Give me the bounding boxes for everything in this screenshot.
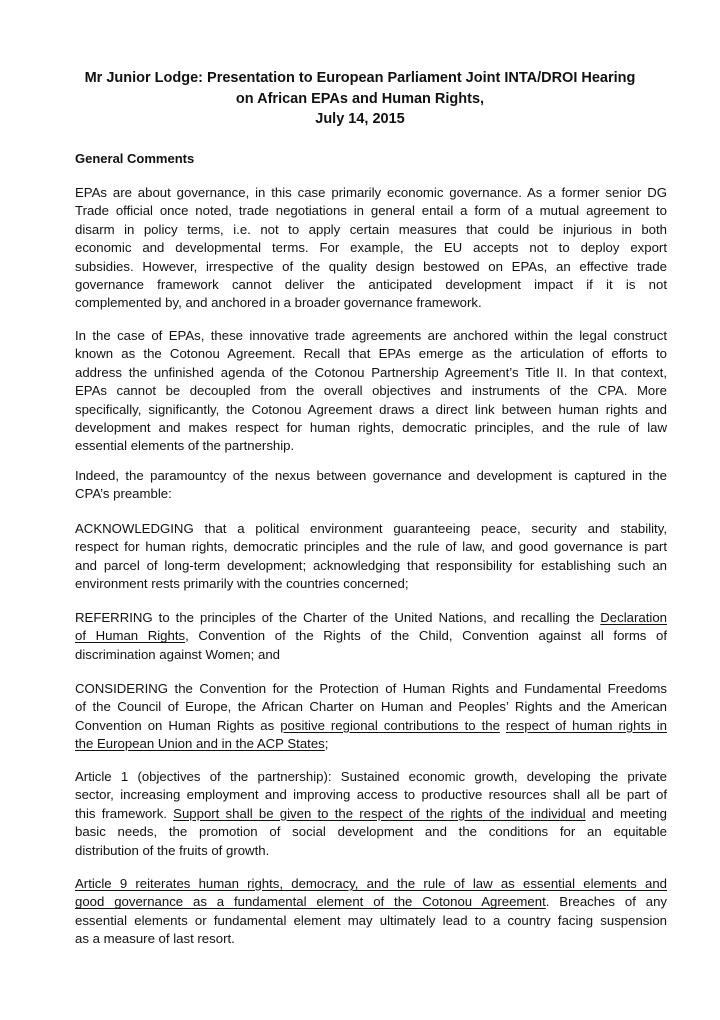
text-line: essential elements of the partnership.	[75, 438, 295, 454]
underlined-text: Support shall be given to the respect of the rights of the individual	[173, 805, 586, 821]
text-line	[75, 875, 667, 893]
text-line: complemented by, and anchored in a broader governance framework.	[75, 295, 482, 311]
text-line: essential elements or fundamental element may ultimately lead to a country facing suspension	[75, 912, 667, 928]
underlined-text: Article 9 reiterates human rights, democracy, and the rule of law as essential elements and	[75, 876, 667, 891]
title-line: Mr Junior Lodge: Presentation to European Parliament Joint INTA/DROI Hearing	[84, 70, 636, 86]
title-line: on African EPAs and Human Rights,	[235, 90, 485, 107]
underlined-text: the European Union and in the ACP States	[75, 736, 325, 752]
text-line: REFERRING to the principles of the Charter of the United Nations, and recalling the Declaration	[75, 610, 667, 625]
text-line: and parcel of long-term development; acknowledging that responsibility for establishing such an	[75, 557, 667, 573]
text-line: governance framework cannot deliver the anticipated development impact if it is not	[75, 276, 667, 292]
underlined-text: positive regional contributions to the	[280, 717, 500, 733]
text-line: good governance as a fundamental element of the Cotonou Agreement. Breaches of any	[75, 894, 667, 910]
paragraph-article-1	[75, 768, 667, 860]
text-line: distribution of the fruits of growth.	[75, 842, 270, 858]
text-line: CONSIDERING the Convention for the Protection of Human Rights and Fundamental Freedoms	[75, 681, 667, 696]
section-heading: General Comments	[75, 151, 195, 166]
text-line: EPAs cannot be decoupled from the overall objectives and instruments of the CPA. More	[75, 383, 667, 399]
text-line: specifically, significantly, the Cotonou Agreement draws a direct link between human rights and	[75, 401, 667, 417]
paragraph-acknowledging	[75, 520, 667, 594]
text-line: EPAs are about governance, in this case primarily economic governance. As a former senior DG	[75, 185, 667, 200]
text-line: this framework. Support shall be given to the respect of the rights of the individual and meeting	[75, 805, 667, 821]
text-line: ACKNOWLEDGING that a political environment guaranteeing peace, security and stability,	[75, 521, 667, 536]
paragraph-article-9	[75, 875, 667, 949]
paragraph-preamble-intro	[75, 467, 667, 504]
underlined-text: of Human Rights	[75, 628, 186, 644]
paragraph-cotonou-agreement	[75, 327, 667, 456]
text-line: Indeed, the paramountcy of the nexus between governance and development is captured in the	[75, 468, 667, 483]
text-line: address the unfinished agenda of the Cotonou Partnership Agreement’s Title II. In that context,	[75, 364, 667, 380]
text-line: disarm in policy terms, i.e. not to apply certain measures that could be injurious in both	[75, 221, 667, 237]
text-line: as a measure of last resort.	[75, 931, 235, 947]
text-line: development and makes respect for human rights, democratic principles, and the rule of law	[75, 419, 667, 435]
text-line: known as the Cotonou Agreement. Recall that EPAs emerge as the articulation of efforts to	[75, 346, 667, 362]
document-title	[60, 68, 660, 130]
text-line: respect for human rights, democratic principles and the rule of law, and good governance is part	[75, 539, 667, 555]
text-line: sector, increasing employment and improving access to productive resources shall all be part of	[75, 787, 667, 803]
underlined-text: good governance as a fundamental element of the Cotonou Agreement	[75, 894, 546, 910]
text-line: environment rests primarily with the countries concerned;	[75, 576, 409, 592]
paragraph-considering	[75, 680, 667, 754]
text-line: subsidies. However, irrespective of the quality design bestowed on EPAs, an effective trade	[75, 258, 667, 274]
text-line: In the case of EPAs, these innovative trade agreements are anchored within the legal construct	[75, 328, 667, 343]
text-line: basic needs, the promotion of social development and the conditions for an equitable	[75, 824, 667, 840]
text-line: Convention on Human Rights as positive regional contributions to the respect of human rights in	[75, 717, 667, 733]
underlined-text: Declaration	[600, 610, 667, 625]
underlined-text: respect of human rights in	[505, 717, 667, 733]
text-line: CPA’s preamble:	[75, 486, 172, 502]
paragraph-epas-governance	[75, 184, 667, 313]
text-line: of the Council of Europe, the African Charter on Human and Peoples’ Rights and the American	[75, 699, 667, 715]
text-line: Trade official once noted, trade negotiations in general entail a form of a mutual agreement to	[75, 203, 667, 219]
text-line: discrimination against Women; and	[75, 646, 280, 662]
text-line: the European Union and in the ACP States;	[75, 736, 329, 752]
text-line: of Human Rights, Convention of the Rights of the Child, Convention against all forms of	[75, 628, 668, 644]
text-line: Article 1 (objectives of the partnership): Sustained economic growth, developing the private	[75, 769, 667, 784]
paragraph-referring	[75, 609, 667, 664]
text-line: economic and developmental terms. For example, the EU accepts not to deploy export	[75, 240, 667, 256]
title-line: July 14, 2015	[315, 111, 405, 127]
